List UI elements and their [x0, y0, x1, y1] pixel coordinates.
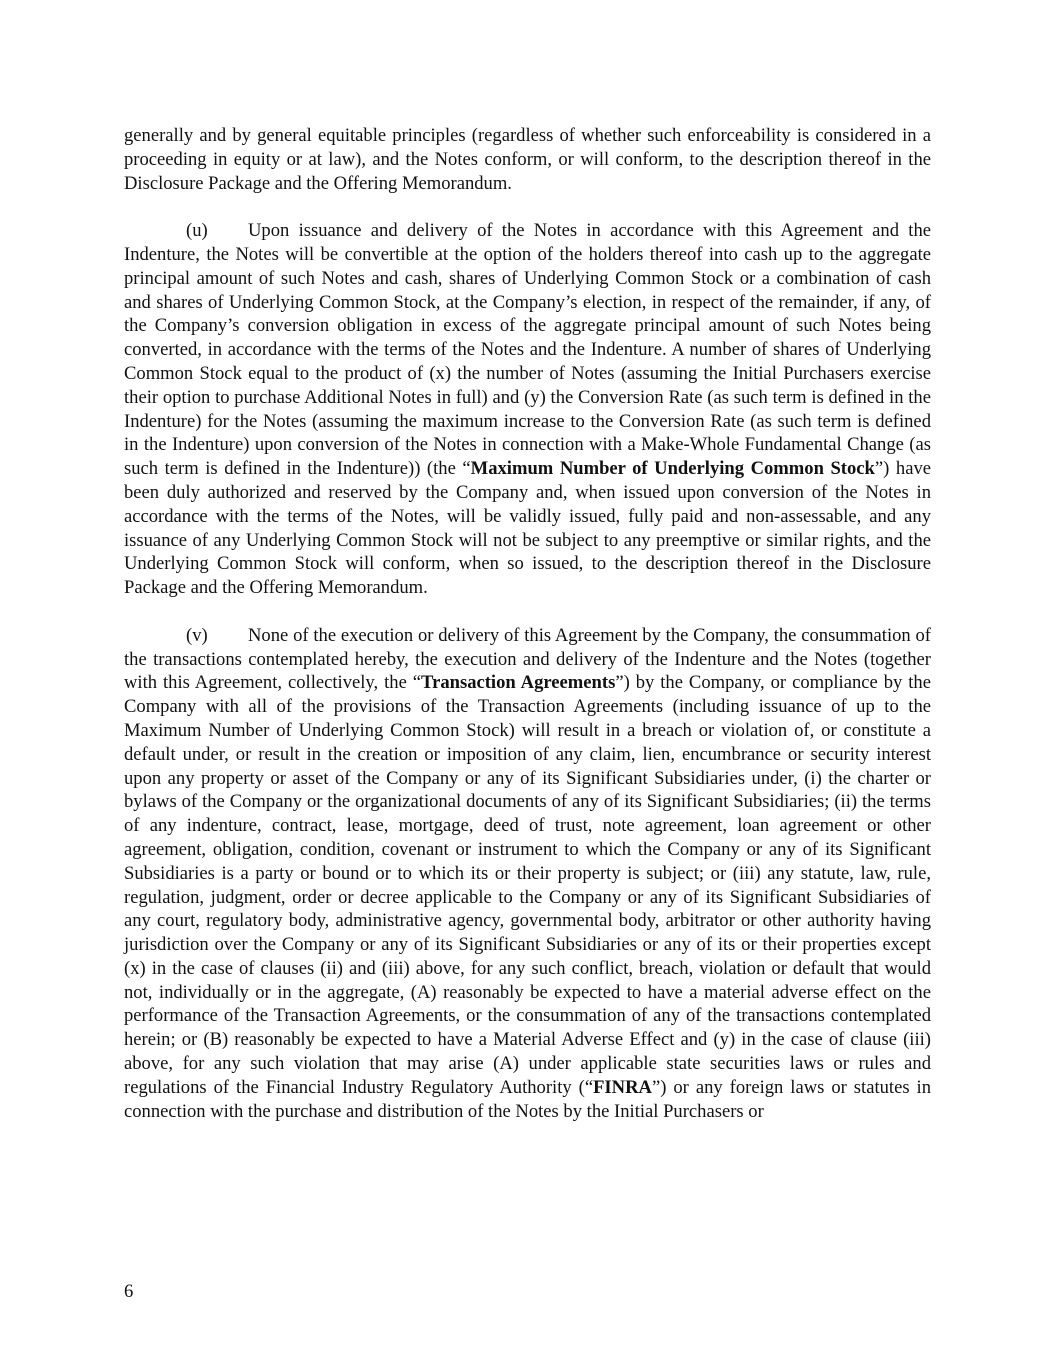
continuation-text: generally and by general equitable principles (regardless of whether such enforceability is considered in a proceeding in equity or at law), and the Notes conform, or will conform, to the description thereof in the Disclosure Package and the Offering Memorandum. — [124, 125, 931, 194]
defined-term-transaction-agreements: Transaction Agreements — [421, 672, 616, 694]
paragraph-v — [124, 624, 931, 1124]
paragraph-u-text-2: ”) have been duly authorized and reserved by the Company and, when issued upon conversion of the Notes in accordance with the terms of the Notes, will be validly issued, fully paid and non-assessable, and any issuance of any Underlying Common Stock will not be subject to any preemptive or similar rights, and the Underlying Common Stock will conform, when so issued, to the description thereof in the Disclosure Package and the Offering Memorandum. — [124, 458, 931, 599]
paragraph-v-text-1: None of the execution or delivery of this Agreement by the Company, the consummation of the transactions contemplated hereby, the execution and delivery of the Indenture and the Notes (together with this Agreement, collectively, the “ — [124, 624, 931, 694]
defined-term-finra: FINRA — [593, 1076, 652, 1098]
paragraph-v-text-2: ”) by the Company, or compliance by the Company with all of the provisions of the Transaction Agreements (including issuance of up to the Maximum Number of Underlying Common Stock) will result in a breach or violation of, or constitute a default under, or result in the creation or imposition of any claim, lien, encumbrance or security interest upon any property or asset of the Company or any of its Significant Subsidiaries under, (i) the charter or bylaws of the Company or the organizational documents of any of its Significant Subsidiaries; (ii) the terms of any indenture, contract, lease, mortgage, deed of trust, note agreement, loan agreement or other agreement, obligation, condition, covenant or instrument to which the Company or any of its Significant Subsidiaries is a party or bound or to which its or their property is subject; or (iii) any statute, law, rule, regulation, judgment, order or decree applicable to the Company or any of its Significant Subsidiaries of any court, regulatory body, administrative agency, governmental body, arbitrator or other authority having jurisdiction over the Company or any of its Significant Subsidiaries or any of its or their properties except (x) in the case of clauses (ii) and (iii) above, for any such conflict, breach, violation or default that would not, individually or in the aggregate, (A) reasonably be expected to have a material adverse effect on the performance of the Transaction Agreements, or the consummation of any of the transactions contemplated herein; or (B) reasonably be expected to have a Material Adverse Effect and (y) in the case of clause (iii) above, for any such violation that may arise (A) under applicable state securities laws or rules and regulations of the Financial Industry Regulatory Authority (“ — [124, 672, 931, 1098]
paragraph-v-text-3: ”) or any foreign laws or statutes in connection with the purchase and distribution of the Notes by the Initial Purchasers or — [124, 1076, 931, 1122]
paragraph-u-label: (u) — [186, 220, 208, 242]
paragraph-v-label: (v) — [186, 624, 208, 646]
continuation-paragraph — [124, 124, 931, 195]
defined-term-maximum-number: Maximum Number of Underlying Common Stock — [470, 458, 875, 480]
page-number: 6 — [124, 1281, 134, 1302]
paragraph-u — [124, 219, 931, 600]
paragraph-u-text-1: Upon issuance and delivery of the Notes in accordance with this Agreement and the Indenture, the Notes will be convertible at the option of the holders thereof into cash up to the aggregate principal amount of such Notes and cash, shares of Underlying Common Stock or a combination of cash and shares of Underlying Common Stock, at the Company’s election, in respect of the remainder, if any, of the Company’s conversion obligation in excess of the aggregate principal amount of such Notes being converted, in accordance with the terms of the Notes and the Indenture. A number of shares of Underlying Common Stock equal to the product of (x) the number of Notes (assuming the Initial Purchasers exercise their option to purchase Additional Notes in full) and (y) the Conversion Rate (as such term is defined in the Indenture) for the Notes (assuming the maximum increase to the Conversion Rate (as such term is defined in the Indenture) upon conversion of the Notes in connection with a Make-Whole Fundamental Change (as such term is defined in the Indenture)) (the “ — [124, 220, 931, 480]
page-body — [124, 124, 931, 1123]
